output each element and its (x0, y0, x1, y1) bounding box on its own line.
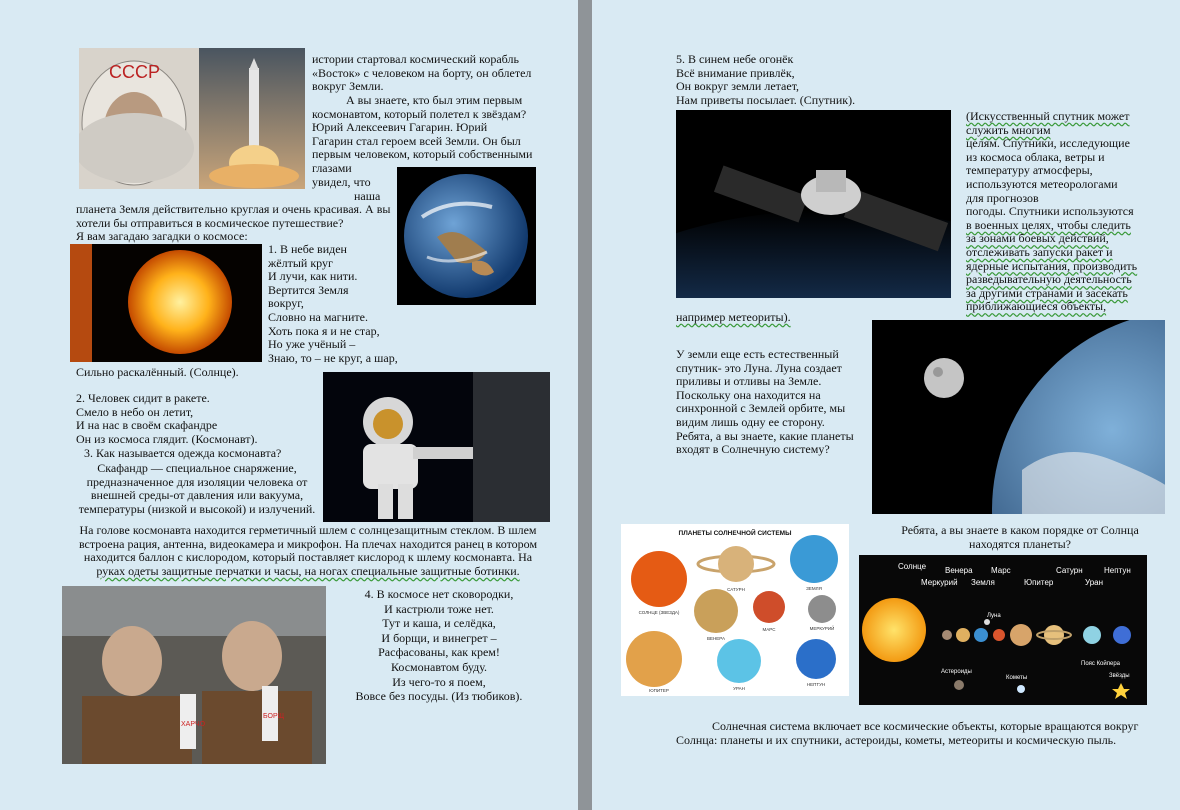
cosmonauts-food-photo (62, 586, 326, 764)
gagarin-question: А вы знаете, кто был этим первым космонавтом, который полетел к звёздам? Юрий Алексеевич Гагарин. Юрий Гагарин стал героем всей Земли. Он был первым человеком, который собственными глазами (312, 93, 533, 175)
order-label-sun: Солнце (898, 562, 927, 571)
poster-label-sun: СОЛНЦЕ (ЗВЕЗДА) (638, 610, 680, 615)
moon-description: У земли еще есть естественный спутник- это Луна. Луна создает приливы и отливы на Земле. Поскольку она находится на синхронной с Землей орбите, мы видим лишь одну ее сторону. Ребята, а вы знаете, какие планеты входят в Солнечную систему? (676, 347, 854, 457)
left-page (0, 0, 578, 810)
poster-label-uranus: УРАН (733, 686, 745, 691)
cccp-helmet-text: СССР (109, 62, 161, 82)
question-3: 3. Как называется одежда космонавта? (84, 446, 282, 460)
right-page (592, 0, 1180, 810)
riddle-satellite: 5. В синем небе огонёк Всё внимание привлёк, Он вокруг земли летает, Нам приветы посылает. (Спутник). (676, 52, 856, 107)
poster-label-jupiter: ЮПИТЕР (649, 688, 669, 693)
tube-label-1: ХАРЧО (181, 721, 206, 728)
solar-system-conclusion: Солнечная система включает все космические объекты, которые вращаются вокруг Солнца: планеты и их спутники, астероиды, кометы, метеориты и космическую пыль. (676, 719, 1139, 747)
planet-order-question: Ребята, а вы знаете в каком порядке от Солнца находятся планеты? (901, 523, 1139, 551)
poster-title: ПЛАНЕТЫ СОЛНЕЧНОЙ СИСТЕМЫ (678, 530, 792, 537)
poster-label-mars: МАРС (762, 627, 776, 632)
earth-photo (397, 167, 536, 305)
satellite-photo (676, 110, 951, 298)
order-label-comets: Кометы (1006, 675, 1028, 681)
order-label-neptune: Нептун (1104, 566, 1131, 575)
helmet-text: На голове космонавта находится герметичный шлем с солнцезащитным стеклом. В шлем встроена рация, антенна, видеокамера и микрофон. На плечах находится ранец в котором находится баллон с кислородом, который поставляет кислород к шлему космонавта. На руках одеты защитные перчатки и часы, на ногах специальные защитные ботинки. (78, 523, 538, 578)
planets-poster (621, 524, 849, 696)
riddle-food: 4. В космосе нет сковородки, И кастрюли тоже нет. Тут и каша, и селёдка, И борщи, и винегрет – Расфасованы, как крем! Космонавтом буду. Из чего-то я поем, Вовсе без посуды. (Из тюбиков). (355, 587, 523, 704)
order-label-jupiter: Юпитер (1024, 578, 1054, 587)
moon-earth-photo (872, 320, 1165, 514)
order-label-mercury: Меркурий (921, 578, 958, 587)
earth-text: увидел, что наша (312, 175, 381, 203)
order-label-venus: Венера (945, 566, 973, 575)
poster-label-saturn: САТУРН (727, 587, 745, 592)
satellite-description: (Искусственный спутник может служить многим целям. Спутники, исследующие из космоса облака, ветры и температуру атмосферы, используются метеорологами для прогнозов погоды. Спутники используются в военных целях, чтобы следить за зонами боевых действий, отслеживать запуски ракет и ядерные испытания, производить разведывательную деятельность за другими странами и засекать приближающиеся объекты, (966, 109, 1138, 314)
satellite-description-end: например метеориты). (676, 310, 791, 324)
order-label-mars: Марс (991, 566, 1011, 575)
order-label-saturn: Сатурн (1056, 566, 1083, 575)
gagarin-photo (79, 48, 305, 189)
order-label-uranus: Уран (1085, 578, 1104, 587)
poster-label-neptune: НЕПТУН (806, 682, 826, 687)
astronaut-photo (323, 372, 550, 522)
poster-label-earth: ЗЕМЛЯ (806, 586, 822, 591)
order-label-earth: Земля (971, 578, 995, 587)
poster-label-venus: ВЕНЕРА (707, 636, 725, 641)
order-label-stars: Звёзды (1109, 673, 1130, 679)
order-label-kuiper: Пояс Койпера (1081, 661, 1121, 667)
riddle-sun-answer: Сильно раскалённый. (Солнце). (76, 365, 239, 379)
intro-text: истории стартовал космический корабль «Восток» с человеком на борту, он облетел вокруг Земли. (312, 52, 532, 94)
tube-label-2: БОРЩ (263, 713, 285, 720)
order-label-moon: Луна (987, 613, 1001, 619)
order-label-asteroids: Астероиды (941, 669, 972, 675)
poster-label-mercury: МЕРКУРИЙ (809, 626, 835, 631)
riddle-cosmonaut: 2. Человек сидит в ракете. Смело в небо он летит, И на нас в своём скафандре Он из космоса глядит. (Космонавт). (76, 391, 258, 446)
planet-text: планета Земля действительно круглая и очень красивая. А вы хотели бы отправиться в космическое путешествие? Я вам загадаю загадки о космосе: (76, 202, 391, 244)
sun-photo (70, 244, 262, 362)
spacesuit-description: Скафандр — специальное снаряжение, предназначенное для изоляции человека от внешней среды-от давления или вакуума, температуры (низкой и высокой) и излучений. (78, 461, 316, 516)
page-gutter (578, 0, 592, 810)
riddle-sun: 1. В небе виден жёлтый круг И лучи, как нити. Вертится Земля вокруг, Словно на магните. Хоть пока я и не стар, Но уже учёный – Знаю, то – не круг, а шар, (268, 242, 398, 365)
planet-order-chart (859, 555, 1147, 705)
